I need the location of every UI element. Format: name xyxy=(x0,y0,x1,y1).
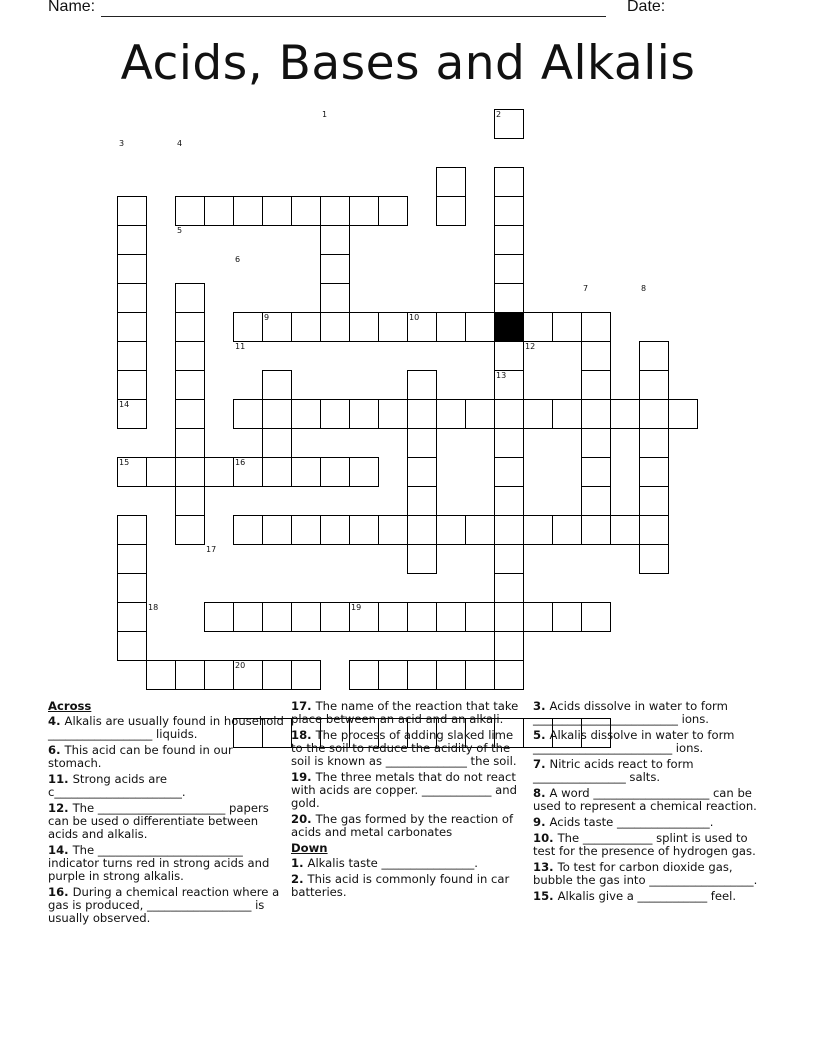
grid-cell[interactable] xyxy=(436,399,466,429)
grid-cell[interactable] xyxy=(494,660,524,690)
clue-item xyxy=(533,832,758,858)
clue-number-16: 16 xyxy=(235,458,246,467)
grid-cell[interactable] xyxy=(175,399,205,429)
clue-number: 11. xyxy=(48,772,73,786)
grid-cell[interactable] xyxy=(378,399,408,429)
grid-cell[interactable] xyxy=(581,515,611,545)
clue-text: The name of the reaction that take place between an acid and an alkali. xyxy=(291,699,519,726)
grid-cell[interactable] xyxy=(523,515,553,545)
clue-text: Alkalis taste ________________. xyxy=(307,856,478,870)
grid-cell[interactable] xyxy=(175,660,205,690)
grid-cell[interactable] xyxy=(175,312,205,342)
grid-cell[interactable] xyxy=(552,312,582,342)
clue-number-9: 9 xyxy=(264,313,270,322)
grid-cell[interactable] xyxy=(320,225,350,255)
grid-cell[interactable] xyxy=(117,544,147,574)
grid-cell[interactable] xyxy=(117,196,147,226)
clue-text: This acid is commonly found in car batteries. xyxy=(291,872,510,899)
clue-number-13: 13 xyxy=(496,371,507,380)
grid-cell[interactable] xyxy=(349,457,379,487)
grid-cell[interactable] xyxy=(378,196,408,226)
grid-cell[interactable] xyxy=(262,457,292,487)
grid-cell[interactable] xyxy=(262,602,292,632)
grid-cell[interactable] xyxy=(349,660,379,690)
grid-cell[interactable] xyxy=(407,486,437,516)
grid-cell[interactable] xyxy=(117,312,147,342)
grid-cell[interactable] xyxy=(523,602,553,632)
grid-cell[interactable] xyxy=(523,312,553,342)
clue-number-12: 12 xyxy=(525,342,536,351)
grid-cell[interactable] xyxy=(639,370,669,400)
grid-cell[interactable] xyxy=(494,515,524,545)
clue-number: 7. xyxy=(533,757,550,771)
clue-number-15: 15 xyxy=(119,458,130,467)
grid-cell[interactable] xyxy=(581,341,611,371)
grid-cell[interactable] xyxy=(233,399,263,429)
grid-cell[interactable] xyxy=(581,457,611,487)
grid-cell[interactable] xyxy=(233,196,263,226)
clue-item xyxy=(48,744,286,770)
grid-cell[interactable] xyxy=(668,399,698,429)
grid-cell[interactable] xyxy=(639,457,669,487)
grid-cell[interactable] xyxy=(320,283,350,313)
clue-number-3: 3 xyxy=(119,139,125,148)
grid-cell[interactable] xyxy=(291,399,321,429)
date-input-line[interactable] xyxy=(671,0,675,15)
grid-cell[interactable] xyxy=(320,254,350,284)
grid-cell[interactable] xyxy=(494,196,524,226)
clue-number-7: 7 xyxy=(583,284,589,293)
clue-number: 10. xyxy=(533,831,558,845)
grid-cell[interactable] xyxy=(436,167,466,197)
grid-cell[interactable] xyxy=(320,515,350,545)
clue-text: The gas formed by the reaction of acids and metal carbonates xyxy=(291,812,514,839)
grid-cell[interactable] xyxy=(407,660,437,690)
across-heading: Across xyxy=(48,699,92,713)
grid-cell[interactable] xyxy=(291,515,321,545)
clue-number-5: 5 xyxy=(177,226,183,235)
clue-text: This acid can be found in our stomach. xyxy=(48,743,233,770)
clue-number: 6. xyxy=(48,743,65,757)
grid-cell[interactable] xyxy=(262,428,292,458)
grid-cell[interactable] xyxy=(262,399,292,429)
grid-cell[interactable] xyxy=(175,428,205,458)
page-title: Acids, Bases and Alkalis xyxy=(120,36,696,91)
grid-cell[interactable] xyxy=(291,312,321,342)
clue-text: Alkalis dissolve in water to form ________________________ ions. xyxy=(533,728,735,755)
grid-cell[interactable] xyxy=(581,312,611,342)
grid-cell[interactable] xyxy=(465,602,495,632)
grid-cell[interactable] xyxy=(117,573,147,603)
grid-cell[interactable] xyxy=(233,515,263,545)
name-input-line[interactable] xyxy=(101,0,606,17)
grid-cell[interactable] xyxy=(175,486,205,516)
down-heading: Down xyxy=(291,841,328,855)
grid-cell[interactable] xyxy=(436,660,466,690)
clue-item xyxy=(48,802,286,841)
grid-cell[interactable] xyxy=(407,602,437,632)
grid-cell[interactable] xyxy=(262,370,292,400)
clue-number-17: 17 xyxy=(206,545,217,554)
clue-number-11: 11 xyxy=(235,342,246,351)
clues-column-2 xyxy=(291,700,523,902)
clue-number-4: 4 xyxy=(177,139,183,148)
clue-number: 18. xyxy=(291,728,316,742)
grid-cell[interactable] xyxy=(407,544,437,574)
clue-item xyxy=(291,729,523,768)
grid-cell[interactable] xyxy=(117,515,147,545)
grid-cell[interactable] xyxy=(117,341,147,371)
grid-cell[interactable] xyxy=(494,457,524,487)
grid-cell[interactable] xyxy=(639,341,669,371)
grid-cell[interactable] xyxy=(639,399,669,429)
black-cell xyxy=(494,312,524,342)
grid-cell[interactable] xyxy=(610,515,640,545)
grid-cell[interactable] xyxy=(465,312,495,342)
grid-cell[interactable] xyxy=(291,602,321,632)
grid-cell[interactable] xyxy=(175,457,205,487)
clue-number: 4. xyxy=(48,714,65,728)
grid-cell[interactable] xyxy=(494,486,524,516)
clue-text: A word ____________________ can be used to represent a chemical reaction. xyxy=(533,786,757,813)
grid-cell[interactable] xyxy=(117,631,147,661)
grid-cell[interactable] xyxy=(523,399,553,429)
grid-cell[interactable] xyxy=(117,370,147,400)
grid-cell[interactable] xyxy=(378,602,408,632)
grid-cell[interactable] xyxy=(581,399,611,429)
grid-cell[interactable] xyxy=(146,457,176,487)
clue-text: Acids dissolve in water to form _________________________ ions. xyxy=(533,699,728,726)
clue-text: The ____________ splint is used to test for the presence of hydrogen gas. xyxy=(533,831,756,858)
clue-number: 2. xyxy=(291,872,308,886)
grid-cell[interactable] xyxy=(581,486,611,516)
clue-item xyxy=(533,729,758,755)
grid-cell[interactable] xyxy=(436,602,466,632)
clue-number-14: 14 xyxy=(119,400,130,409)
clue-item xyxy=(48,844,286,883)
clue-item xyxy=(533,861,758,887)
grid-cell[interactable] xyxy=(262,660,292,690)
clue-number-10: 10 xyxy=(409,313,420,322)
clue-text: Alkalis give a ____________ feel. xyxy=(557,889,737,903)
grid-cell[interactable] xyxy=(233,602,263,632)
clue-item xyxy=(48,773,286,799)
grid-cell[interactable] xyxy=(552,602,582,632)
clue-item xyxy=(533,758,758,784)
grid-cell[interactable] xyxy=(349,399,379,429)
grid-cell[interactable] xyxy=(494,341,524,371)
grid-cell[interactable] xyxy=(262,196,292,226)
grid-cell[interactable] xyxy=(175,370,205,400)
clue-number: 14. xyxy=(48,843,73,857)
grid-cell[interactable] xyxy=(494,167,524,197)
name-field xyxy=(48,0,606,17)
clue-item xyxy=(291,771,523,810)
clue-number: 1. xyxy=(291,856,308,870)
clue-number: 15. xyxy=(533,889,558,903)
clue-number-18: 18 xyxy=(148,603,159,612)
grid-cell[interactable] xyxy=(378,312,408,342)
grid-cell[interactable] xyxy=(581,602,611,632)
clue-number-19: 19 xyxy=(351,603,362,612)
clue-item xyxy=(533,816,758,829)
clue-number-1: 1 xyxy=(322,110,328,119)
grid-cell[interactable] xyxy=(610,399,640,429)
grid-cell[interactable] xyxy=(117,225,147,255)
grid-cell[interactable] xyxy=(581,370,611,400)
grid-cell[interactable] xyxy=(117,602,147,632)
grid-cell[interactable] xyxy=(320,457,350,487)
clue-number: 5. xyxy=(533,728,550,742)
grid-cell[interactable] xyxy=(407,428,437,458)
clue-text: Nitric acids react to form ________________ salts. xyxy=(533,757,694,784)
grid-cell[interactable] xyxy=(465,515,495,545)
grid-cell[interactable] xyxy=(117,254,147,284)
grid-cell[interactable] xyxy=(320,196,350,226)
grid-cell[interactable] xyxy=(291,196,321,226)
grid-cell[interactable] xyxy=(407,515,437,545)
clue-number: 16. xyxy=(48,885,73,899)
clue-text: Acids taste ________________. xyxy=(549,815,714,829)
grid-cell[interactable] xyxy=(639,544,669,574)
grid-cell[interactable] xyxy=(175,341,205,371)
clue-text: The ______________________ papers can be used o differentiate between acids and alkalis. xyxy=(48,801,269,841)
grid-cell[interactable] xyxy=(639,428,669,458)
clue-item xyxy=(533,787,758,813)
date-field xyxy=(627,0,676,16)
clue-number-8: 8 xyxy=(641,284,647,293)
clue-text: The three metals that do not react with acids are copper. ____________ and gold. xyxy=(291,770,517,810)
clue-item xyxy=(291,813,523,839)
clue-number: 12. xyxy=(48,801,73,815)
clue-number-20: 20 xyxy=(235,661,246,670)
clue-text: To test for carbon dioxide gas, bubble the gas into __________________. xyxy=(533,860,758,887)
clue-number: 19. xyxy=(291,770,316,784)
grid-cell[interactable] xyxy=(581,428,611,458)
grid-cell[interactable] xyxy=(175,196,205,226)
grid-cell[interactable] xyxy=(494,602,524,632)
grid-cell[interactable] xyxy=(291,660,321,690)
grid-cell[interactable] xyxy=(204,602,234,632)
clue-number-2: 2 xyxy=(496,110,502,119)
grid-cell[interactable] xyxy=(146,660,176,690)
clue-text: Strong acids are c______________________. xyxy=(48,772,186,799)
clue-number-6: 6 xyxy=(235,255,241,264)
grid-cell[interactable] xyxy=(494,254,524,284)
grid-cell[interactable] xyxy=(175,283,205,313)
grid-cell[interactable] xyxy=(639,515,669,545)
grid-cell[interactable] xyxy=(494,283,524,313)
grid-cell[interactable] xyxy=(378,515,408,545)
grid-cell[interactable] xyxy=(204,457,234,487)
grid-cell[interactable] xyxy=(436,312,466,342)
grid-cell[interactable] xyxy=(204,196,234,226)
clue-item xyxy=(291,873,523,899)
grid-cell[interactable] xyxy=(465,660,495,690)
clue-item xyxy=(533,890,758,903)
grid-cell[interactable] xyxy=(407,399,437,429)
grid-cell[interactable] xyxy=(320,312,350,342)
date-label: Date: xyxy=(627,0,666,15)
grid-cell[interactable] xyxy=(349,515,379,545)
grid-cell[interactable] xyxy=(436,515,466,545)
clue-number: 9. xyxy=(533,815,550,829)
grid-cell[interactable] xyxy=(552,399,582,429)
clue-item xyxy=(48,886,286,925)
clue-number: 17. xyxy=(291,699,316,713)
clue-text: The process of adding slaked lime to the soil to reduce the acidity of the soil is known as ______________ the soil. xyxy=(291,728,517,768)
grid-cell[interactable] xyxy=(349,312,379,342)
grid-cell[interactable] xyxy=(465,399,495,429)
grid-cell[interactable] xyxy=(233,312,263,342)
grid-cell[interactable] xyxy=(175,515,205,545)
clue-number: 8. xyxy=(533,786,550,800)
grid-cell[interactable] xyxy=(407,370,437,400)
clue-number: 20. xyxy=(291,812,316,826)
clue-number: 13. xyxy=(533,860,558,874)
grid-cell[interactable] xyxy=(494,631,524,661)
clue-item xyxy=(48,715,286,741)
clue-item xyxy=(291,700,523,726)
clues-column-1 xyxy=(48,700,286,928)
grid-cell[interactable] xyxy=(436,196,466,226)
grid-cell[interactable] xyxy=(320,399,350,429)
grid-cell[interactable] xyxy=(494,225,524,255)
grid-cell[interactable] xyxy=(291,457,321,487)
clue-number: 3. xyxy=(533,699,550,713)
grid-cell[interactable] xyxy=(117,283,147,313)
clues-column-3 xyxy=(533,700,758,906)
grid-cell[interactable] xyxy=(262,515,292,545)
grid-cell[interactable] xyxy=(378,660,408,690)
clue-text: During a chemical reaction where a gas is produced, __________________ is usually observed. xyxy=(48,885,280,925)
clue-item xyxy=(533,700,758,726)
grid-cell[interactable] xyxy=(494,544,524,574)
clue-text: The _________________________ indicator turns red in strong acids and purple in strong alkalis. xyxy=(48,843,270,883)
grid-cell[interactable] xyxy=(552,515,582,545)
grid-cell[interactable] xyxy=(320,602,350,632)
clue-text: Alkalis are usually found in household __________________ liquids. xyxy=(48,714,284,741)
grid-cell[interactable] xyxy=(204,660,234,690)
clue-item xyxy=(291,857,523,870)
name-label: Name: xyxy=(48,0,96,15)
grid-cell[interactable] xyxy=(349,196,379,226)
grid-cell[interactable] xyxy=(407,457,437,487)
grid-cell[interactable] xyxy=(494,428,524,458)
grid-cell[interactable] xyxy=(494,573,524,603)
grid-cell[interactable] xyxy=(639,486,669,516)
